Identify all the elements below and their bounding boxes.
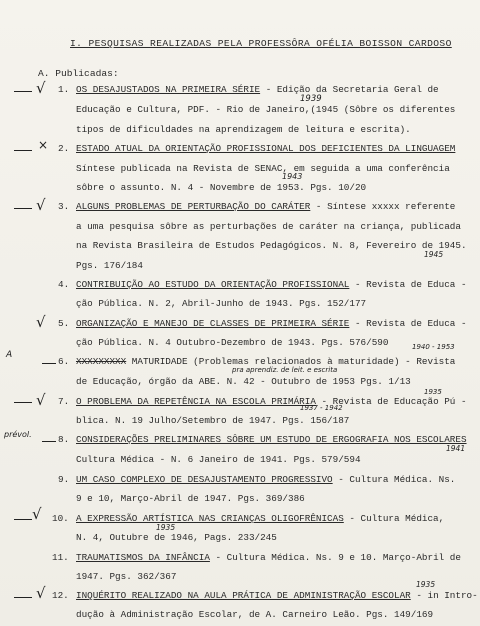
margin-dash-mark	[14, 150, 32, 151]
list-item-line	[76, 590, 478, 601]
handwritten-years: 1937 - 1942	[300, 404, 343, 412]
handwritten-year: 1945	[424, 250, 444, 259]
item-title: OS DESAJUSTADOS NA PRIMEIRA SÉRIE	[76, 84, 261, 95]
struck-text: XXXXXXXXX	[76, 356, 127, 367]
handwritten-note: prévol.	[4, 430, 32, 439]
list-item-line: de Educação, órgão da ABE. N. 42 - Outubro de 1953 Pgs. 1/13	[76, 376, 411, 387]
list-item-line: ção Pública. N. 4 Outubro-Dezembro de 1943. Pgs. 576/590	[76, 337, 389, 348]
list-item-line: Educação e Cultura, PDF. - Rio de Janeiro,(1945 (Sôbre os diferentes	[76, 104, 456, 115]
margin-dash-mark	[42, 441, 56, 442]
handwritten-year: 1939	[300, 94, 322, 104]
list-item-line: ção Pública. N. 2, Abril-Junho de 1943. Pgs. 152/177	[76, 298, 367, 309]
check-mark-icon: √	[36, 391, 46, 409]
list-item-line: Cultura Médica - N. 6 Janeiro de 1941. Pgs. 579/594	[76, 454, 361, 465]
item-text: - Cultura Médica. Ns.	[332, 474, 456, 485]
item-number: 1.	[58, 84, 70, 95]
list-item-line: a uma pesquisa sôbre as perturbações de caráter na criança, publicada	[76, 221, 461, 232]
cross-mark-icon: ×	[38, 138, 49, 152]
item-number: 7.	[58, 396, 70, 407]
item-number: 11.	[52, 552, 69, 563]
page-title: I. PESQUISAS REALIZADAS PELA PROFESSÔRA OFÉLIA BOISSON CARDOSO	[70, 38, 452, 49]
list-item-line	[76, 434, 467, 445]
list-item-line	[76, 84, 439, 95]
handwritten-year: 1941	[446, 444, 466, 453]
item-title: ESTADO ATUAL DA ORIENTAÇÃO PROFISSIONAL DOS DEFICIENTES DA LINGUAGEM	[76, 143, 456, 154]
item-text: - Revista de Educa -	[349, 318, 467, 329]
item-number: 9.	[58, 474, 70, 485]
check-mark-icon: √	[36, 584, 46, 602]
margin-dash-mark	[14, 519, 32, 520]
margin-dash-mark	[14, 91, 32, 92]
list-item-line: tipos de dificuldades na aprendizagem de leitura e escrita).	[76, 124, 411, 135]
list-item-line: 9 e 10, Março-Abril de 1947. Pgs. 369/386	[76, 493, 305, 504]
margin-dash-mark	[14, 597, 32, 598]
list-item-line: sôbre o assunto. N. 4 - Novembre de 1953. Pgs. 10/20	[76, 182, 367, 193]
item-text: - Edição da Secretaria Geral de	[260, 84, 439, 95]
handwritten-note: pra aprendiz. de leit. e escrita	[232, 366, 338, 374]
item-text: - Síntese xxxxx referente	[310, 201, 456, 212]
item-number: 5.	[58, 318, 70, 329]
item-title: CONTRIBUIÇÃO AO ESTUDO DA ORIENTAÇÃO PROFISSIONAL	[76, 279, 350, 290]
item-title: UM CASO COMPLEXO DE DESAJUSTAMENTO PROGRESSIVO	[76, 474, 333, 485]
item-title: A EXPRESSÃO ARTÍSTICA NAS CRIANÇAS OLIGOFRÊNICAS	[76, 513, 344, 524]
list-item-line	[76, 474, 455, 485]
check-mark-icon: √	[32, 505, 42, 523]
list-item-line	[76, 279, 467, 290]
item-title: ALGUNS PROBLEMAS DE PERTURBAÇÃO DO CARÁTER	[76, 201, 311, 212]
margin-dash-mark	[42, 363, 56, 364]
list-item-line: N. 4, Outubre de 1946, Pags. 233/245	[76, 532, 277, 543]
check-mark-icon: √	[36, 196, 46, 214]
margin-dash-mark	[14, 208, 32, 209]
section-heading: A. Publicadas:	[38, 68, 119, 79]
check-mark-icon: √	[36, 313, 46, 331]
list-item-line: Pgs. 176/184	[76, 260, 143, 271]
list-item-line	[76, 201, 455, 212]
list-item-line	[76, 143, 455, 154]
item-number: 2.	[58, 143, 70, 154]
handwritten-year: 1935	[416, 580, 436, 589]
list-item-line: na Revista Brasileira de Estudos Pedagógicos. N. 8, Fevereiro de 1945.	[76, 240, 467, 251]
list-item-line	[76, 552, 461, 563]
list-item-line	[76, 318, 467, 329]
list-item-line	[76, 396, 467, 407]
item-text: - Revista de Educação Pú -	[315, 396, 467, 407]
check-mark-icon: √	[36, 79, 46, 97]
list-item-line: dução à Administração Escolar, de A. Carneiro Leão. Pgs. 149/169	[76, 609, 434, 620]
item-number: 4.	[58, 279, 70, 290]
handwritten-years: 1940 - 1953	[412, 343, 455, 351]
list-item-line: Síntese publicada na Revista de SENAC, em seguida a uma conferência	[76, 163, 450, 174]
list-item-line: blica. N. 19 Julho/Setembro de 1947. Pgs. 156/187	[76, 415, 350, 426]
item-title: O PROBLEMA DA REPETÊNCIA NA ESCOLA PRIMÁRIA	[76, 396, 316, 407]
handwritten-letter: A	[6, 350, 13, 360]
list-item-line	[76, 513, 444, 524]
handwritten-year: 1935	[156, 523, 176, 532]
handwritten-year: 1943	[282, 172, 303, 181]
item-number: 12.	[52, 590, 69, 601]
list-item-line: 1947. Pgs. 362/367	[76, 571, 177, 582]
item-number: 3.	[58, 201, 70, 212]
item-title: CONSIDERAÇÕES PRELIMINARES SÔBRE UM ESTUDO DE ERGOGRAFIA NOS ESCOLARES	[76, 434, 467, 445]
handwritten-year: 1935	[424, 388, 442, 396]
item-title: INQUÉRITO REALIZADO NA AULA PRÁTICA DE ADMINISTRAÇÃO ESCOLAR	[76, 590, 411, 601]
item-title: TRAUMATISMOS DA INFÂNCIA	[76, 552, 210, 563]
item-number: 8.	[58, 434, 70, 445]
item-text: - Cultura Médica,	[343, 513, 445, 524]
item-number: 6.	[58, 356, 70, 367]
item-title: ORGANIZAÇÃO E MANEJO DE CLASSES DE PRIMEIRA SÉRIE	[76, 318, 350, 329]
item-text: MATURIDADE (Problemas relacionados à maturidade) - Revista	[126, 356, 456, 367]
item-number: 10.	[52, 513, 69, 524]
margin-dash-mark	[14, 402, 32, 403]
item-text: - Cultura Médica. Ns. 9 e 10. Março-Abril de	[209, 552, 461, 563]
item-text: - Revista de Educa -	[349, 279, 467, 290]
item-text: - in Intro-	[410, 590, 478, 601]
